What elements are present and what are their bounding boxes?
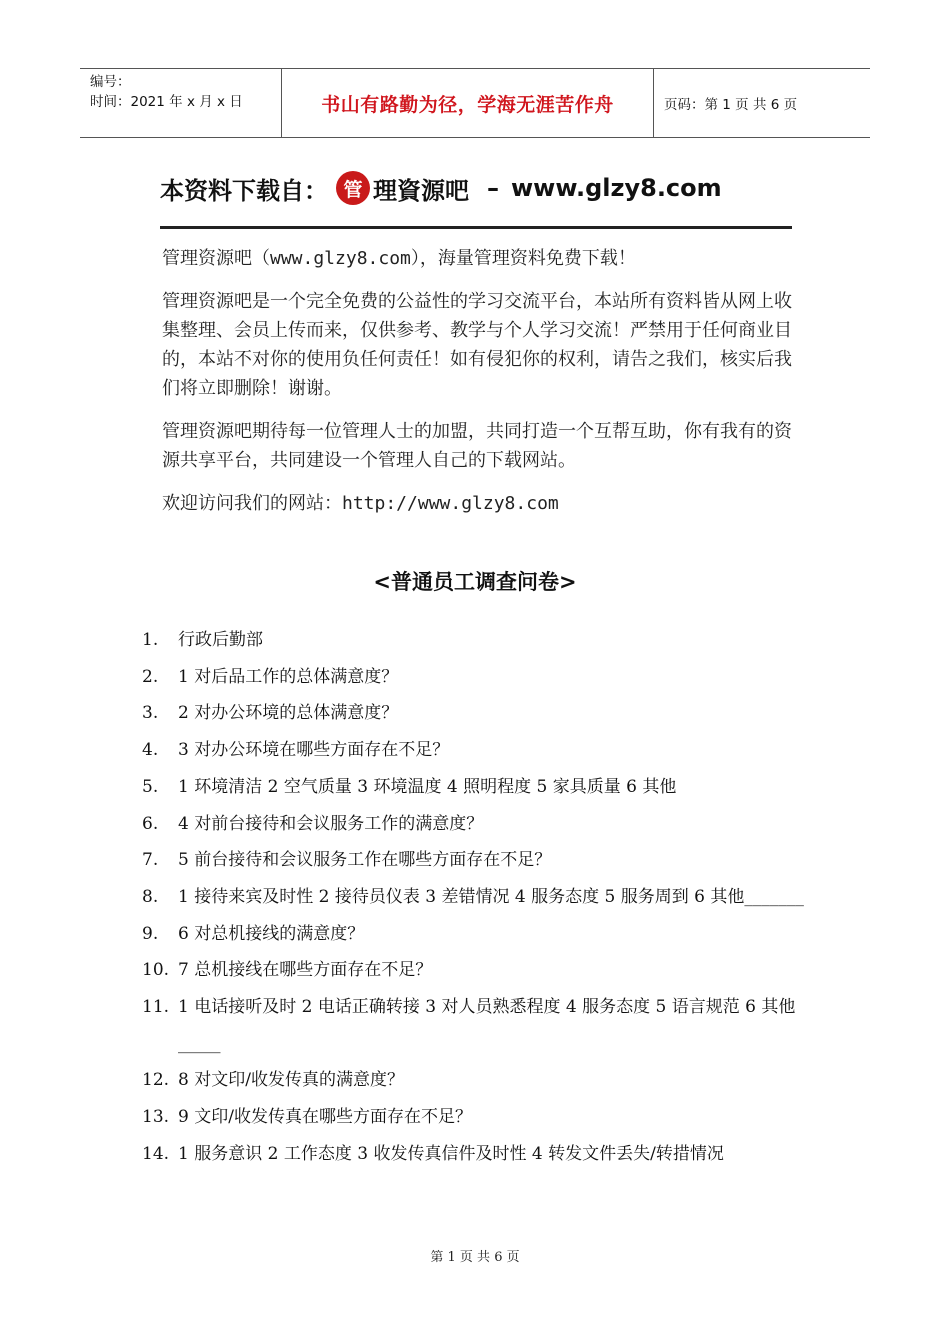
question-number: 9. <box>142 923 159 944</box>
question-number: 11. <box>142 997 170 1018</box>
question-item <box>142 1136 822 1173</box>
header-meta-cell <box>80 69 282 137</box>
banner-url: www.glzy8.com <box>511 174 722 202</box>
serial-label: 编号： <box>90 74 131 90</box>
question-text: 9 文印/收发传真在哪些方面存在不足？ <box>178 1107 472 1128</box>
question-item <box>142 695 822 732</box>
question-text: 行政后勤部 <box>178 630 263 650</box>
intro-block <box>162 244 802 532</box>
question-item <box>142 989 822 1062</box>
question-number: 4. <box>142 740 159 761</box>
site-logo-icon: 管 <box>336 171 370 205</box>
page-info: 页码：第 1 页 共 6 页 <box>664 97 798 113</box>
question-text: 3 对办公环境在哪些方面存在不足？ <box>178 740 450 761</box>
question-item <box>142 879 822 916</box>
question-number: 14. <box>142 1143 170 1164</box>
question-text: 5 前台接待和会议服务工作在哪些方面存在不足？ <box>178 850 552 871</box>
question-number: 7. <box>142 850 159 871</box>
question-number: 5. <box>142 776 159 797</box>
question-text: 4 对前台接待和会议服务工作的满意度？ <box>178 813 484 834</box>
question-text: 1 环境清洁 2 空气质量 3 环境温度 4 照明程度 5 家具质量 6 其他 <box>178 776 677 797</box>
question-item <box>142 842 822 879</box>
question-number: 10. <box>142 960 170 981</box>
document-header <box>80 68 870 138</box>
question-item <box>142 732 822 769</box>
download-banner <box>160 168 800 208</box>
survey-title: <普通员工调查问卷> <box>373 570 577 594</box>
question-item <box>142 769 822 806</box>
question-text: 8 对文印/收发传真的满意度？ <box>178 1070 404 1091</box>
question-number: 2. <box>142 666 159 687</box>
question-text: 1 对后品工作的总体满意度？ <box>178 666 399 687</box>
question-text: 2 对办公环境的总体满意度？ <box>178 703 399 724</box>
question-item <box>142 952 822 989</box>
question-list <box>142 622 822 1173</box>
banner-prefix: 本资料下载自： <box>160 176 328 205</box>
question-number: 1. <box>142 630 159 650</box>
intro-paragraph: 管理资源吧（www.glzy8.com），海量管理资料免费下载！ <box>162 248 636 269</box>
banner-divider <box>160 226 792 229</box>
question-item <box>142 916 822 953</box>
question-number: 6. <box>142 813 159 834</box>
question-item <box>142 1099 822 1136</box>
question-text: 6 对总机接线的满意度？ <box>178 923 365 944</box>
question-number: 13. <box>142 1107 170 1128</box>
question-text: 1 电话接听及时 2 电话正确转接 3 对人员熟悉程度 4 服务态度 5 语言规范 6 其他_____ <box>178 997 796 1054</box>
question-number: 8. <box>142 886 159 907</box>
question-number: 3. <box>142 703 159 724</box>
question-item <box>142 622 822 659</box>
question-text: 1 接待来宾及时性 2 接待员仪表 3 差错情况 4 服务态度 5 服务周到 6 其他_______ <box>178 886 804 907</box>
page-footer: 第 1 页 共 6 页 <box>430 1250 520 1265</box>
banner-brand: 理資源吧 <box>373 176 469 205</box>
header-motto-cell <box>282 69 654 137</box>
question-text: 7 总机接线在哪些方面存在不足？ <box>178 960 433 981</box>
time-label: 时间：2021 年 x 月 x 日 <box>90 94 243 110</box>
question-item <box>142 1062 822 1099</box>
intro-paragraph: 管理资源吧是一个完全免费的公益性的学习交流平台，本站所有资料皆从网上收集整理、会员上传而来，仅供参考、教学与个人学习交流！严禁用于任何商业目的，本站不对你的使用负任何责任！如有侵犯你的权利，请告之我们，核实后我们将立即删除！谢谢。 <box>162 291 792 399</box>
header-page-cell <box>654 69 870 137</box>
intro-paragraph: 欢迎访问我们的网站：http://www.glzy8.com <box>162 493 559 514</box>
banner-separator: – <box>487 174 499 202</box>
intro-paragraph: 管理资源吧期待每一位管理人士的加盟，共同打造一个互帮互助，你有我有的资源共享平台，共同建设一个管理人自己的下载网站。 <box>162 421 792 471</box>
question-number: 12. <box>142 1070 170 1091</box>
question-item <box>142 659 822 696</box>
motto-text: 书山有路勤为径，学海无涯苦作舟 <box>321 93 614 116</box>
question-item <box>142 806 822 843</box>
question-text: 1 服务意识 2 工作态度 3 收发传真信件及时性 4 转发文件丢失/转措情况 <box>178 1143 724 1164</box>
